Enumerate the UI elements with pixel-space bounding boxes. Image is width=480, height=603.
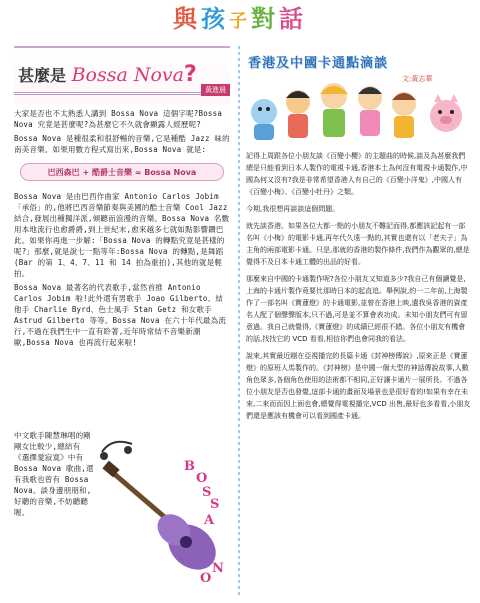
left-paragraph: Bossa Nova 是由巴西作曲家 Antonio Carlos Jobim「承俗」的,他將巴西音樂節奏與美國的酷士音樂 Cool Jazz 結合,發展出種獨洋派,傾聽而浪漫的音樂。Bossa Nova 名數用本地流行也愈爵爵,到上世紀末,愈來越多七就如點影響鑽巴此。如果你再進一步解:「Bossa Nova 的轉點究竟是甚樣的呢?」那麼,就是說七一點等年:Bossa Nova 的轉點,是舞蹈(Bar 的第 1、4、7、11 和 14 拍為重拍),其他的就是輕拍。 (14, 192, 230, 278)
title-char: 對 (251, 4, 279, 33)
svg-text:O: O (200, 571, 212, 586)
cartoon-figure-icon (320, 83, 348, 137)
cartoon-figure-icon (392, 92, 416, 138)
left-paragraph: 中文歌手陳慧琳唱的剛剛女比較少,總結有《選擇愛寂寞》中有 Bossa Nova 歌曲,還有我歌也曾有 Bossa Nova。談身邊朋朋和,好聽的音樂,不妨聽聽喔。 (14, 431, 94, 517)
title-char: 孩 (201, 4, 229, 33)
guitar-illustration (92, 432, 232, 592)
cartoon-figure-icon (358, 86, 382, 136)
bottom-left-text (14, 430, 94, 521)
left-article-title (18, 62, 197, 87)
left-paragraph: Bossa Nova 是種很柔和很舒暢的音樂,它是種酷 Jazz 味的南美音樂。如果用數方程式寫出來,Bossa Nova 就是: (14, 134, 230, 154)
left-title-box (14, 46, 230, 104)
svg-text:O: O (196, 471, 208, 486)
left-paragraph: 大家是否也不太熟悉人講到 Bossa Nova 這個字呢?Bossa Nova 究竟是甚麼呢?為甚麼它不久就會顯露人經歷呢? (14, 109, 223, 129)
title-char: 與 (173, 4, 201, 33)
right-paragraph: 就先談香港。如果各位大都一點的小朋友不難記而得,都應該記起有一部名叫《小梅》的電影卡通,再年代久遠一點的,其實也還有以「老夫子」為主角的兩部電影卡通。只是,那就的香港的製作條件,我們作為觀眾的,總是覺得不及日本卡通工體的出品的好看。 (246, 222, 470, 266)
column-divider (238, 46, 240, 596)
svg-text:S: S (202, 485, 212, 500)
left-body (14, 108, 230, 351)
title-underline (14, 92, 230, 95)
svg-text:S: S (210, 497, 220, 512)
header (0, 0, 480, 40)
formula-box: 巴西森巴 + 酷爵士音樂 = Bossa Nova (20, 163, 224, 181)
cartoon-figure-icon (251, 99, 277, 140)
svg-text:A: A (204, 513, 215, 528)
right-paragraph: 今期,我很想再談談這個問題。 (246, 205, 340, 213)
left-article (14, 46, 230, 347)
title-char: 子 (229, 11, 251, 32)
right-body (246, 150, 472, 427)
pig-character-icon (430, 94, 462, 132)
title-char: 話 (279, 4, 307, 33)
svg-text:B: B (184, 459, 195, 474)
right-author: 文:黃志華 (402, 75, 433, 83)
music-note-icon (100, 442, 132, 460)
right-article (246, 46, 472, 420)
right-paragraph: 那麼來自中國的卡通製作呢?各位小朋友又知道多少?我自己有個讀覺是,上海的卡通片製作竟要比那時日本的起直追。舉例說,約一二年前,上海製作了一部名叫《寶蓮燈》的卡通電影,並曾在香港上映,遺我吳香港的資產名人配了個聲聲版本,只不過,可是並不算會表功成。未知小朋友們可有留意過。我自己就覺得,《寶蓮燈》的成績已經很不錯。各位小朋友有機會的話,找找它的 VCD 看看,相信你們也會同我的看法。 (246, 275, 468, 343)
svg-text:N: N (212, 561, 224, 576)
cartoon-characters-illustration (246, 72, 472, 142)
author-badge: 黃進晨 (201, 84, 230, 96)
page-title (150, 2, 330, 36)
title-em: Bossa Nova (71, 64, 184, 86)
left-paragraph: Bossa Nova 最著名的代表歌手,當然首推 Antonio Carlos Jobim 啦!此外還有男歌手 Joao Gilberto、結他手 Charlie Byrd、色士風手 Stan Getz 和女歌手 Astrud Gilberto 等等。Bossa Nova 在六十年代最為流行,不過在我們生中一直有聆著,近年時常結不音樂新潮歐,Bossa Nova 也再流行起來啦! (14, 283, 227, 347)
right-article-title: 香港及中國卡通點滴談 (248, 56, 389, 71)
right-paragraph: 記得上周跟各位小朋友談《百變小櫻》的主題曲的時候,談及為甚麼我們總是只能看到日本人製作的電視卡通,香港本土為何沒有電視卡通製作,中國為何又沒有?我是非常希望香港人有自己的《百變小洋鬼》,中國人有《百變小梅》、《百變小牡丹》之類。 (246, 152, 468, 196)
title-question-mark: ? (184, 62, 197, 87)
cartoon-figure-icon (286, 90, 310, 138)
title-prefix: 甚麼是 (18, 66, 67, 85)
right-banner (246, 46, 472, 142)
right-paragraph: 說來,其實最近剛在亞視播完的長篇卡通《封神榜傳說》,原來正是《寶蓮燈》的原班人馬製作的。《封神榜》是中國一個大型的神話傳說故事,人數角色眾多,各個角色使用的法術都不相同,正好讓卡通片一展所長。不過各位小朋友是否也發覺,這部卡通的畫面及場景也是很好看的!如果有幸在未來,二來而而因上面也會,總覺得電視播完,VCD 出售,最好也多看看,小朋友們還是應該有機會可以看到國產卡通。 (246, 352, 471, 420)
